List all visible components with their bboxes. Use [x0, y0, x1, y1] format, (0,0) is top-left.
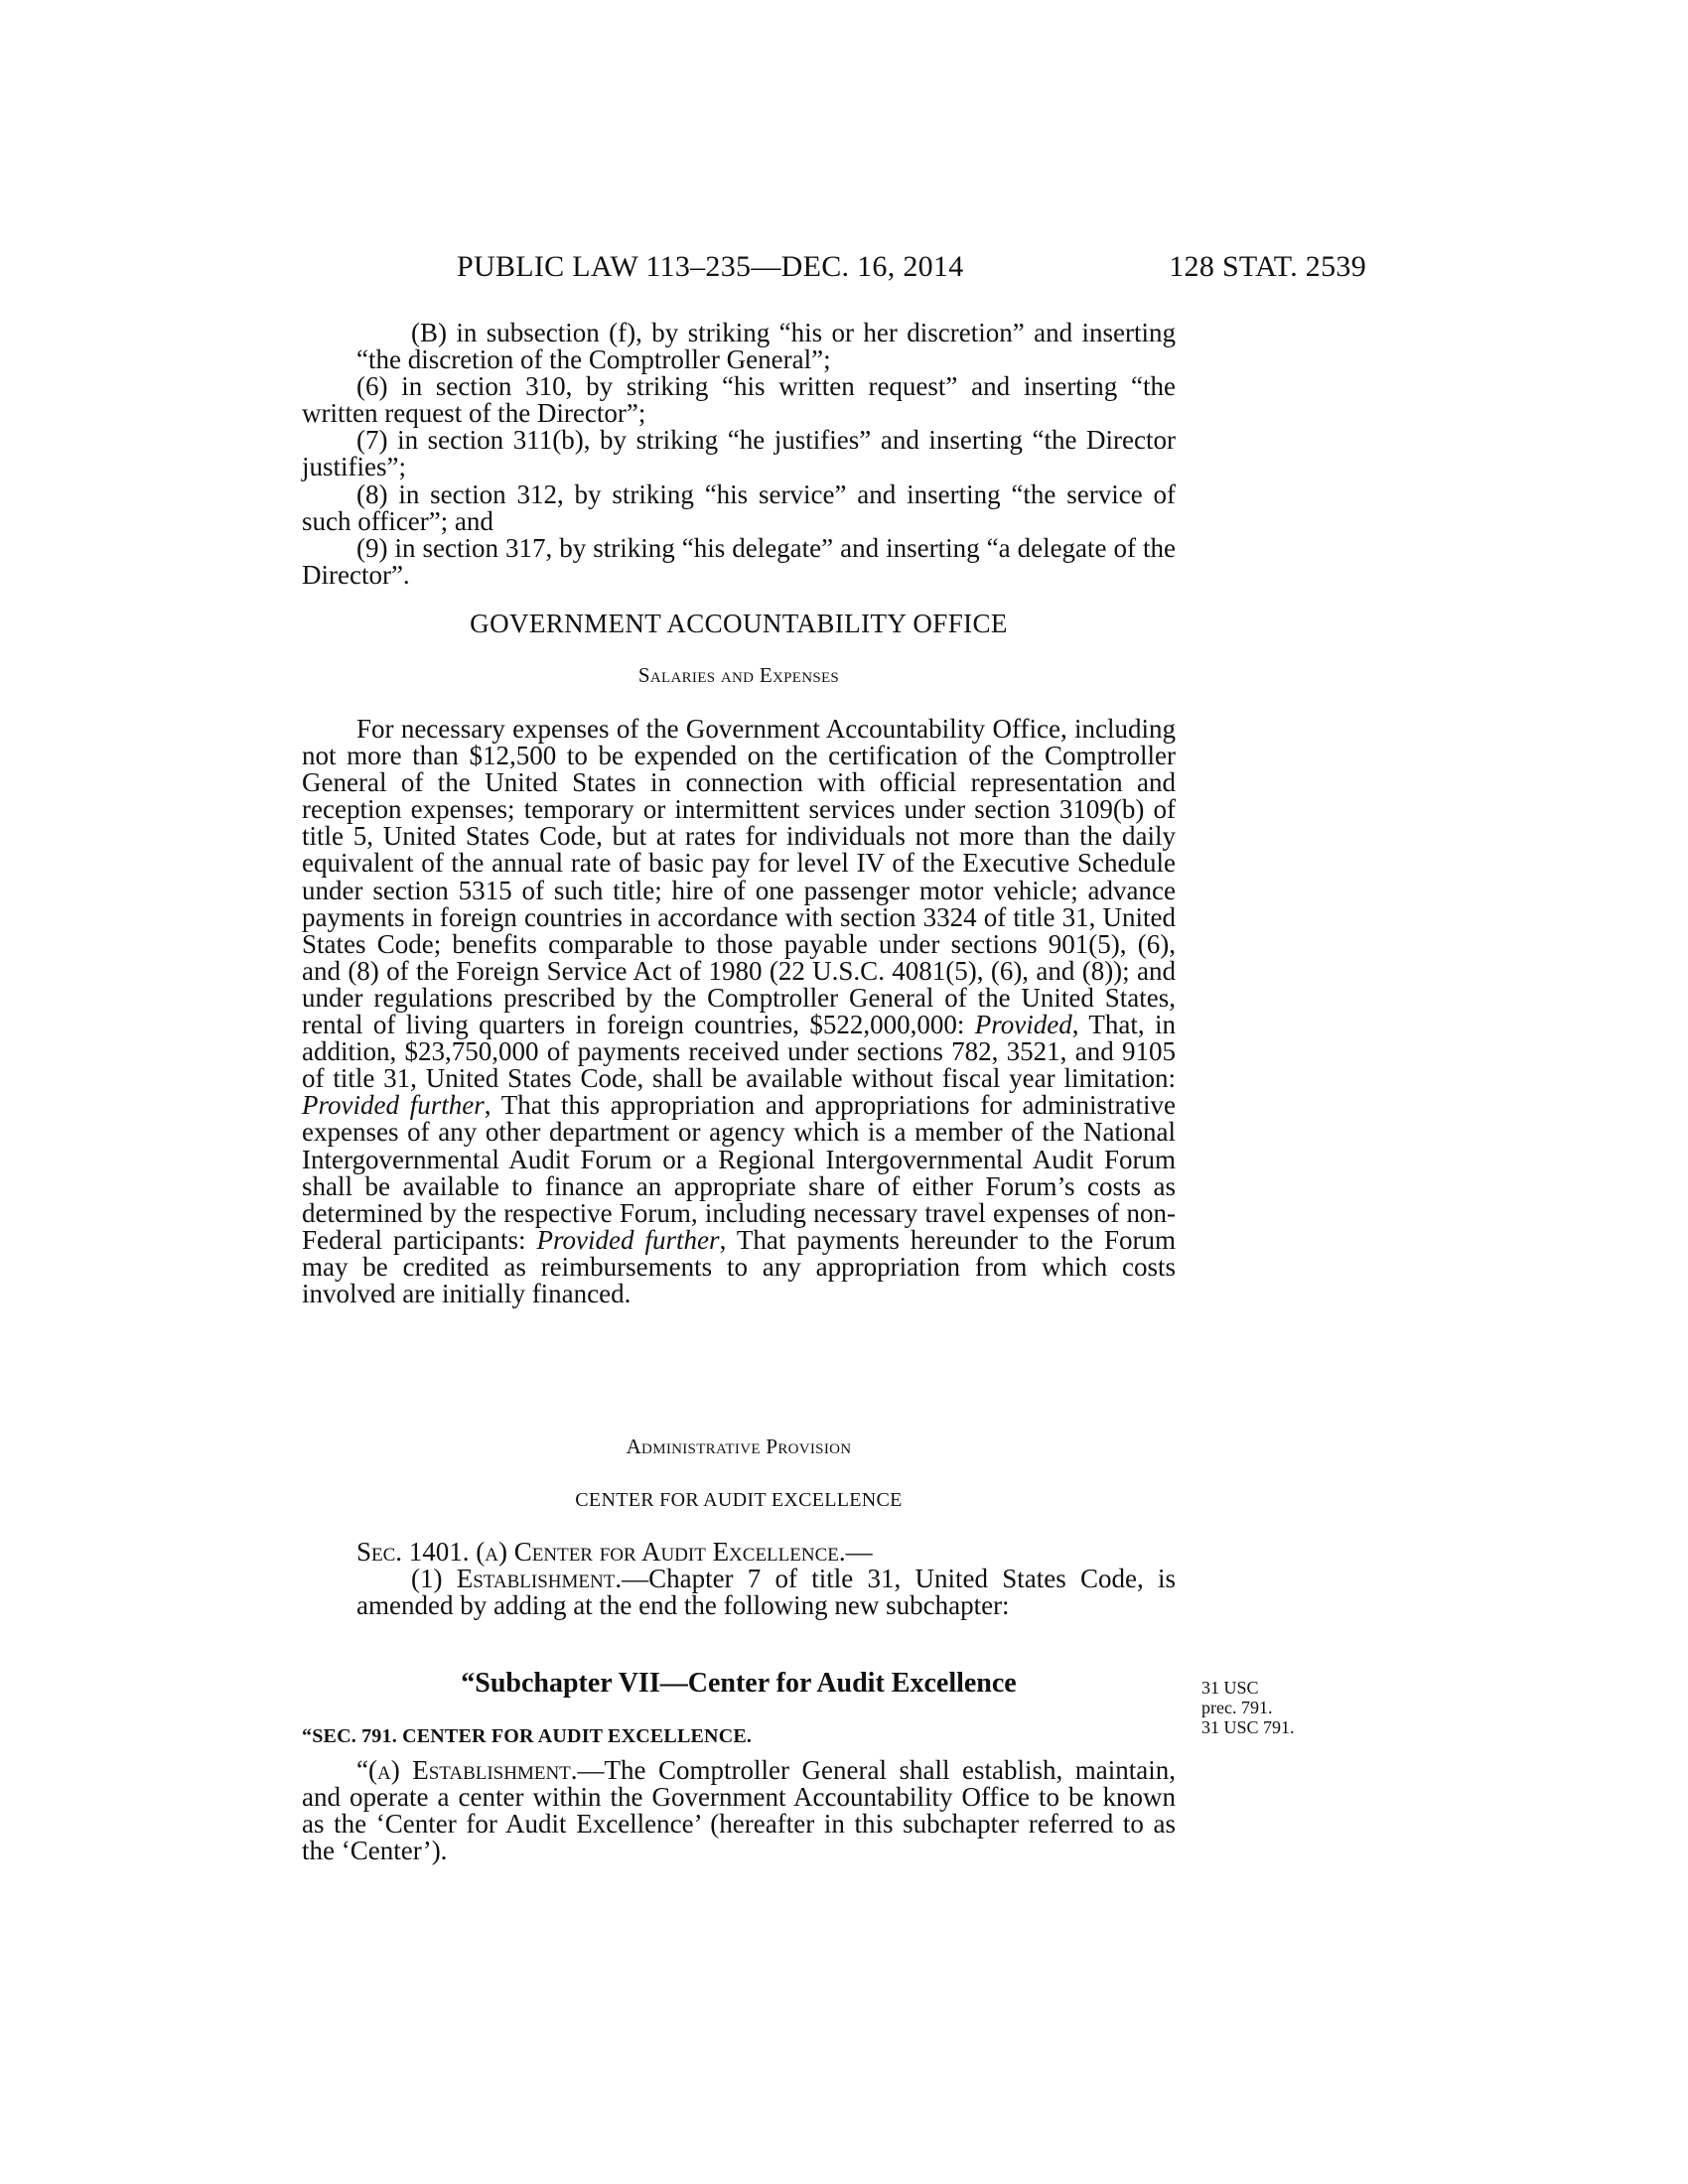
amendment-item: (6) in section 310, by striking “his written request” and inserting “the written request of the Director”; [302, 371, 1176, 429]
statute-page-number: 128 STAT. 2539 [1169, 250, 1366, 283]
section-1401 [302, 1539, 1176, 1619]
italic-provided-further: Provided further [536, 1224, 720, 1255]
subchapter-title: “Subchapter VII—Center for Audit Excellence [461, 1668, 1017, 1699]
section-791-a [302, 1757, 1176, 1864]
intro-amendments [302, 320, 1176, 589]
margin-notes [1201, 1678, 1340, 1737]
text-run: , That this appropriation and appropriations for administrative expenses of any other department or agency which is a member of the National Intergovernmental Audit Forum or a Regional Intergovernmental Audit Forum shall be available to finance an appropriate share of either Forum’s costs as determined by the respective Forum, including necessary travel expenses of non-Federal participants: [302, 1090, 1177, 1255]
agency-heading: GOVERNMENT ACCOUNTABILITY OFFICE [470, 609, 1008, 638]
text-run: , That payments hereunder to the Forum may be credited as reimbursements to any appropriation from which costs involved are initially financed. [302, 1224, 1177, 1308]
amendment-item: (B) in subsection (f), by striking “his or her discretion” and inserting “the discretion of the Comptroller General”; [356, 318, 1176, 375]
establishment-label: “(a) Establishment. [356, 1755, 578, 1785]
italic-provided-further: Provided further [302, 1090, 485, 1121]
establishment-label: (1) Establishment. [411, 1564, 623, 1594]
margin-note: prec. 791. [1201, 1698, 1273, 1717]
center-heading: CENTER FOR AUDIT EXCELLENCE [575, 1489, 903, 1511]
establishment-paragraph [302, 1566, 1176, 1619]
salaries-heading: Salaries and Expenses [637, 663, 840, 687]
text-run: , That, in addition, $23,750,000 of payments received under sections 782, 3521, and 9105 of title 31, United States Code, shall be available without fiscal year limitation: [302, 1010, 1176, 1094]
amendment-item: (7) in section 311(b), by striking “he justifies” and inserting “the Director justifies”; [302, 425, 1176, 482]
text-run: For necessary expenses of the Government Accountability Office, including not more than $12,500 to be expended on the certification of the Comptroller General of the United States in connection with official representation and reception expenses; temporary or intermittent services under section 3109(b) of title 5, United States Code, but at rates for individuals not more than the daily equivalent of the annual rate of basic pay for level IV of the Executive Schedule under section 5315 of such title; hire of one passenger motor vehicle; advance payments in foreign countries in accordance with section 3324 of title 31, United States Code; benefits comparable to those payable under sections 901(5), (6), and (8) of the Foreign Service Act of 1980 (22 U.S.C. 4081(5), (6), and (8)); and under regulations prescribed by the Comptroller General of the United States, rental of living quarters in foreign countries, $522,000,000: [302, 714, 1176, 1040]
public-law-citation: PUBLIC LAW 113–235—DEC. 16, 2014 [457, 250, 964, 283]
establishment-text: —The Comptroller General shall establish, maintain, and operate a center within the Government Accountability Office to be known as the ‘Center for Audit Excellence’ (hereafter in this subchapter referred to as the ‘Center’). [302, 1755, 1176, 1866]
amendment-item: (8) in section 312, by striking “his service” and inserting “the service of such officer”; and [302, 478, 1176, 536]
margin-note: 31 USC 791. [1201, 1717, 1295, 1737]
page-header [457, 250, 1366, 290]
section-label: Sec. 1401. (a) Center for Audit Excellence.— [356, 1537, 873, 1567]
section-791-title: “SEC. 791. CENTER FOR AUDIT EXCELLENCE. [302, 1725, 753, 1747]
salaries-paragraph [302, 716, 1176, 1307]
italic-provided: Provided [974, 1010, 1072, 1040]
administrative-provision-heading: Administrative Provision [626, 1434, 852, 1458]
section-791-a-paragraph [302, 1757, 1176, 1864]
establishment-text: —Chapter 7 of title 31, United States Code, is amended by adding at the end the following new subchapter: [356, 1564, 1176, 1621]
salaries-section [302, 716, 1176, 1307]
amendment-item: (9) in section 317, by striking “his delegate” and inserting “a delegate of the Director”. [302, 532, 1176, 590]
margin-note: 31 USC [1201, 1678, 1259, 1698]
